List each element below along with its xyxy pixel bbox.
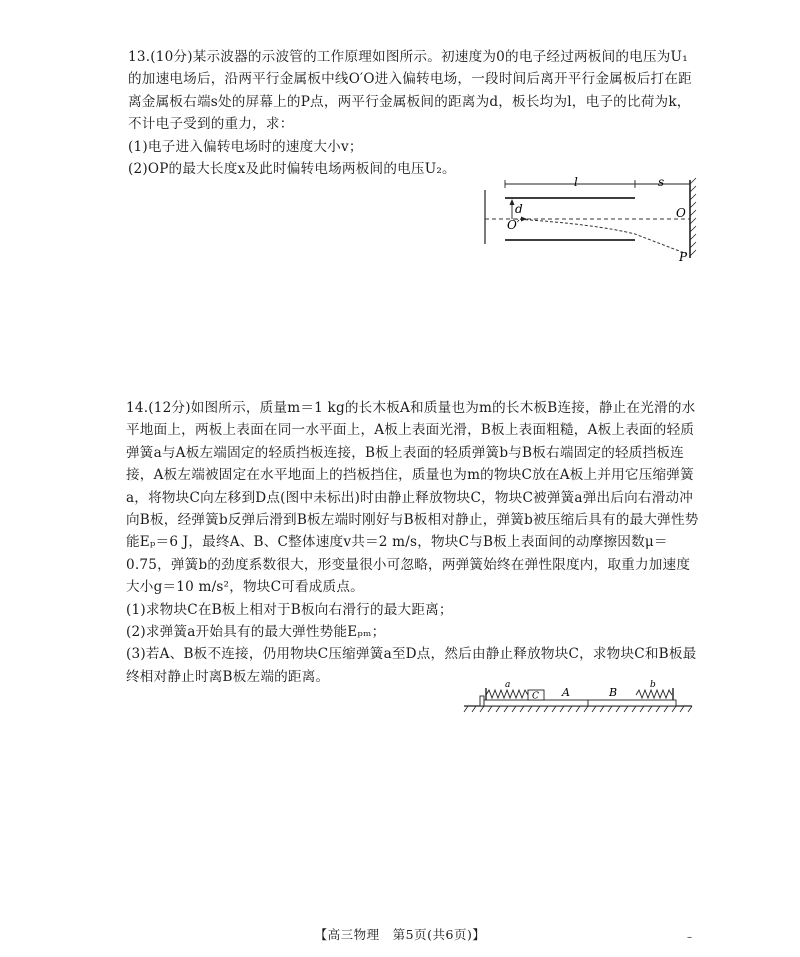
label-spring-b: b [650, 680, 656, 690]
corner-mark: – [687, 932, 692, 943]
label-o-prime: O′ [507, 218, 520, 232]
spring-b [636, 690, 672, 698]
label-o: O [676, 206, 686, 220]
problem-14-question-2: (2)求弹簧a开始具有的最大弹性势能Eₚₘ； [126, 624, 386, 641]
figure-13-oscilloscope [475, 172, 705, 264]
electron-trajectory [515, 219, 687, 254]
label-board-b: B [609, 686, 618, 699]
problem-14-question-1: (1)求物块C在B板上相对于B板向右滑行的最大距离； [126, 601, 453, 618]
label-s: s [658, 175, 665, 189]
spring-a [486, 690, 528, 698]
problem-14-stem: 14.(12分)如图所示，质量m＝1 kg的长木板A和质量也为m的长木板B连接，静止在光滑的水平地面上，两板上表面在同一水平面上，A板上表面光滑，B板上表面粗糙，A板上表面的轻质弹簧a与A板左端固定的轻质挡板连接，B板上表面的轻质弹簧b与B板右端固定的轻质挡板连接，A板左端被固定在水平地面上的挡板挡住，质量也为m的物块C放在A板上并用它压缩弹簧a，将物块C向左移到D点(图中未标出)时由静止释放物块C，物块C被弹簧a弹出后向右滑动冲向B板，经弹簧b反弹后滑到B板左端时刚好与B板相对静止，弹簧b被压缩后具有的最大弹性势能Eₚ＝6 J，最终A、B、C整体速度v共＝2 m/s，物块C与B板上表面间的动摩擦因数μ＝0.75，弹簧b的劲度系数很大，形变量很小可忽略，两弹簧始终在弹性限度内，取重力加速度大小g＝10 m/s²，物块C可看成质点。 [126, 400, 699, 596]
label-block-c: C [532, 691, 539, 702]
label-board-a: A [562, 686, 570, 699]
figure-14-boards [462, 676, 694, 716]
page-footer: 【高三物理 第5页(共6页)】 [314, 927, 486, 942]
label-d: d [515, 202, 523, 216]
problem-14 [126, 397, 700, 688]
ground-stopper [480, 696, 484, 706]
label-spring-a: a [505, 680, 511, 690]
label-l: l [574, 175, 578, 189]
problem-13-question-2: (2)OP的最大长度x及此时偏转电场两板间的电压U₂。 [128, 161, 456, 178]
problem-13-stem: 13.(10分)某示波器的示波管的工作原理如图所示。初速度为0的电子经过两板间的电压为U₁的加速电场后，沿两平行金属板中线O′O进入偏转电场，一段时间后离开平行金属板后打在距离金属板右端s处的屏幕上的P点，两平行金属板间的距离为d，板长均为l，电子的比荷为k，不计电子受到的重力，求： [128, 49, 692, 133]
board-b [588, 700, 676, 706]
problem-14-question-3: (3)若A、B板不连接，仍用物块C压缩弹簧a至D点，然后由静止释放物块C，求物块C和B板最终相对静止时离B板左端的距离。 [126, 646, 697, 685]
label-p: P [679, 250, 688, 264]
problem-13-question-1: (1)电子进入偏转电场时的速度大小v； [128, 138, 363, 155]
problem-13 [128, 46, 700, 180]
